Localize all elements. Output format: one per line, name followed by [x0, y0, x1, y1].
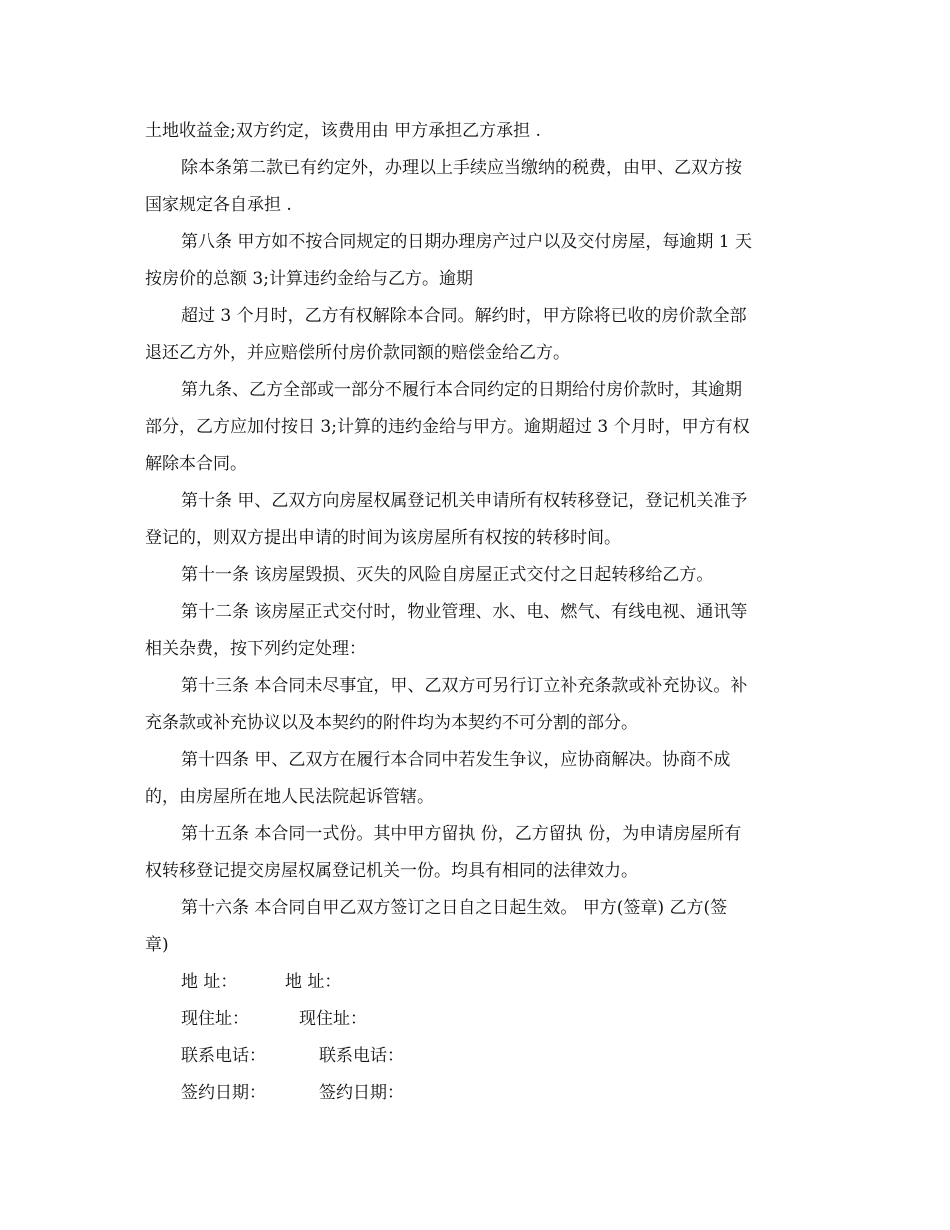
text-line: 土地收益金;双方约定，该费用由 甲方承担乙方承担 . [145, 121, 541, 141]
contract-body [145, 113, 805, 1112]
text-line: 第九条、乙方全部或一部分不履行本合同约定的日期给付房价款时，其逾期 [181, 380, 742, 400]
text-line: 第八条 甲方如不按合同规定的日期办理房产过户以及交付房屋，每逾期 1 天 [181, 232, 753, 252]
current-address-label-party-a: 现住址： [181, 1009, 249, 1029]
current-address-label-party-b: 现住址： [299, 1009, 367, 1029]
text-line: 除本条第二款已有约定外，办理以上手续应当缴纳的税费，由甲、乙双方按 [181, 158, 742, 178]
text-line: 部分，乙方应加付按日 3;计算的违约金给与甲方。逾期超过 3 个月时，甲方有权 [145, 417, 750, 437]
text-line: 章) [145, 935, 169, 955]
text-line: 第十六条 本合同自甲乙双方签订之日自之日起生效。 甲方(签章) 乙方(签 [181, 898, 728, 918]
text-line: 第十三条 本合同未尽事宜，甲、乙双方可另行订立补充条款或补充协议。补 [181, 676, 748, 696]
text-line: 超过 3 个月时，乙方有权解除本合同。解约时，甲方除将已收的房价款全部 [181, 306, 747, 326]
date-label-party-a: 签约日期： [181, 1083, 266, 1103]
signature-address-row [145, 964, 805, 1001]
signature-date-row [145, 1075, 805, 1112]
text-line: 按房价的总额 3;计算违约金给与乙方。逾期 [145, 269, 473, 289]
text-line: 充条款或补充协议以及本契约的附件均为本契约不可分割的部分。 [145, 713, 638, 733]
text-line: 登记的，则双方提出申请的时间为该房屋所有权按的转移时间。 [145, 528, 621, 548]
address-label-party-b: 地 址： [285, 972, 342, 992]
text-line: 第十一条 该房屋毁损、灭失的风险自房屋正式交付之日起转移给乙方。 [181, 565, 714, 585]
signature-phone-row [145, 1038, 805, 1075]
signature-current-address-row [145, 1001, 805, 1038]
text-line: 第十二条 该房屋正式交付时，物业管理、水、电、燃气、有线电视、通讯等 [181, 602, 748, 622]
text-line: 权转移登记提交房屋权属登记机关一份。均具有相同的法律效力。 [145, 861, 638, 881]
address-label-party-a: 地 址： [181, 972, 238, 992]
text-line: 国家规定各自承担 . [145, 195, 292, 215]
date-label-party-b: 签约日期： [319, 1083, 404, 1103]
text-line: 第十条 甲、乙双方向房屋权属登记机关申请所有权转移登记，登记机关准予 [181, 491, 748, 511]
text-line: 退还乙方外，并应赔偿所付房价款同额的赔偿金给乙方。 [145, 343, 570, 363]
text-line: 第十四条 甲、乙双方在履行本合同中若发生争议，应协商解决。协商不成 [181, 750, 731, 770]
phone-label-party-a: 联系电话： [181, 1046, 266, 1066]
text-line: 的，由房屋所在地人民法院起诉管辖。 [145, 787, 434, 807]
text-line: 第十五条 本合同一式份。其中甲方留执 份，乙方留执 份，为申请房屋所有 [181, 824, 742, 844]
text-line: 相关杂费，按下列约定处理： [145, 639, 366, 659]
phone-label-party-b: 联系电话： [319, 1046, 404, 1066]
text-line: 解除本合同。 [145, 454, 247, 474]
